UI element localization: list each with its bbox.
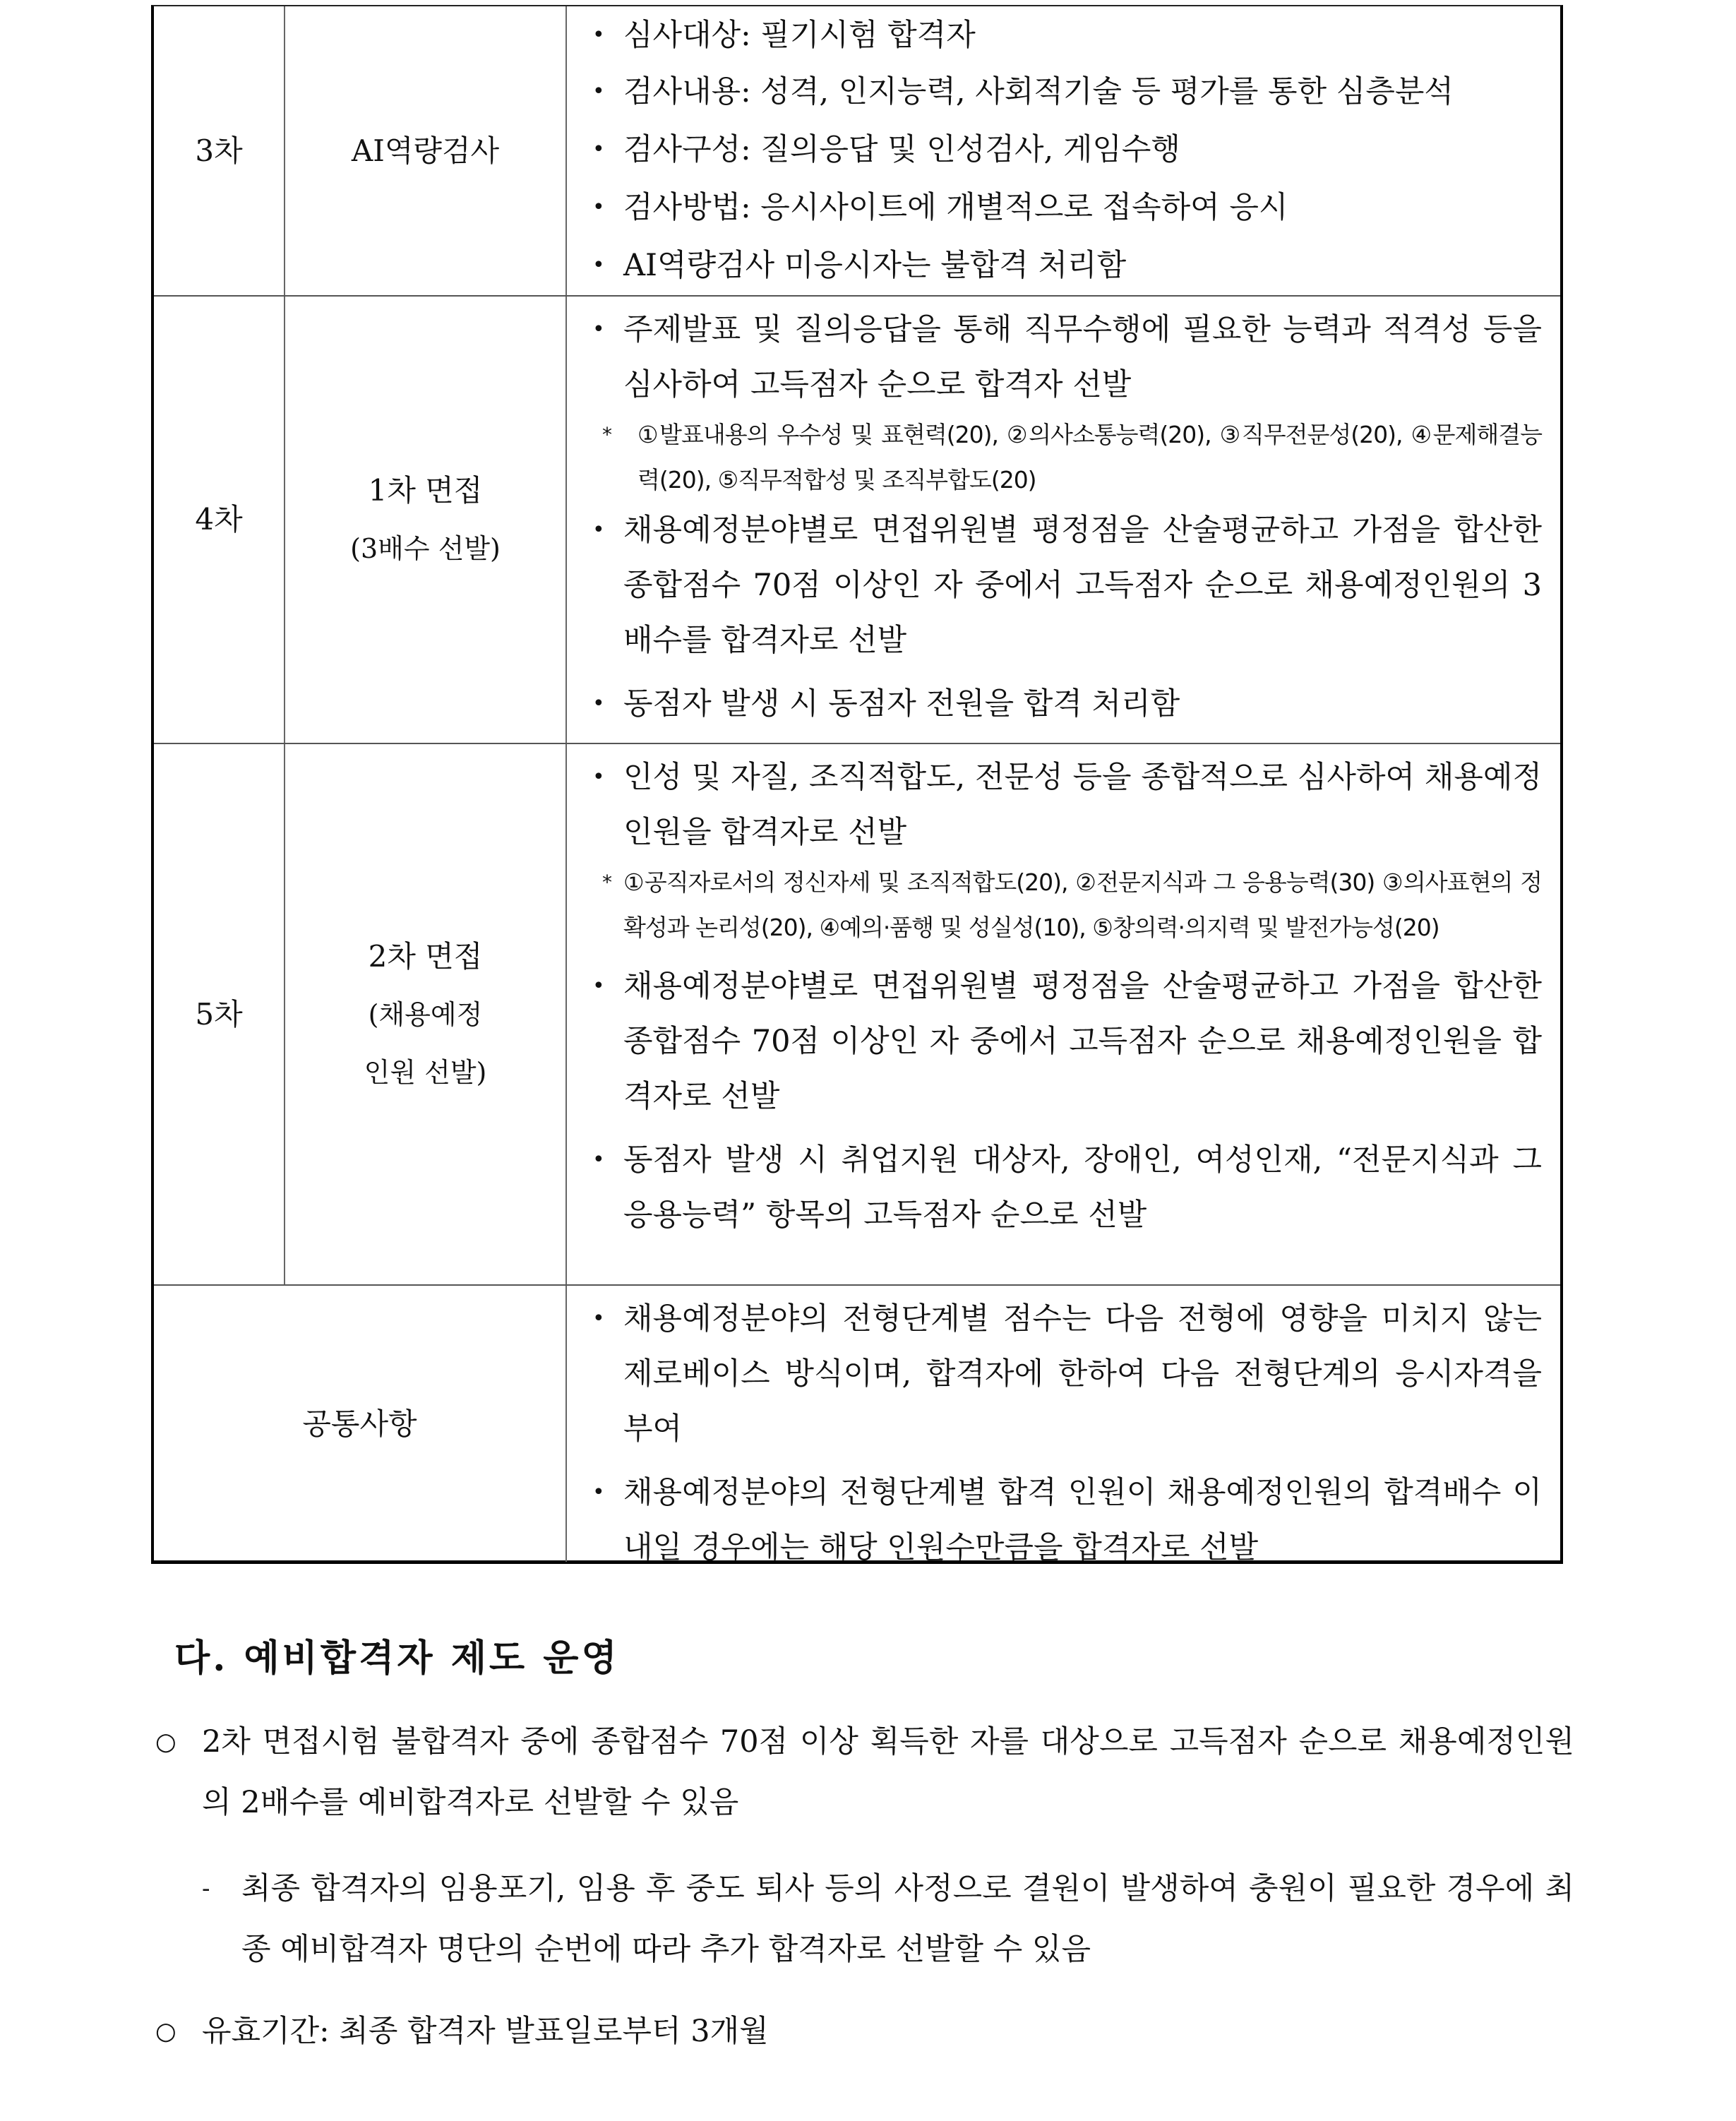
scoring-note: * ①발표내용의 우수성 및 표현력(20), ②의사소통능력(20), ③직무전문성(20), ④문제해결능력(20), ⑤직무적합성 및 조직부합도(20) <box>592 412 1542 503</box>
step-name-cell <box>285 744 567 1284</box>
detail-item: • 동점자 발생 시 동점자 전원을 합격 처리함 <box>592 676 1542 731</box>
bullet-icon: • <box>592 23 605 47</box>
detail-item: • 채용예정분야별로 면접위원별 평정점을 산술평균하고 가점을 합산한 종합점수 70점 이상인 자 중에서 고득점자 순으로 채용예정인원의 3배수를 합격자로 선발 <box>592 503 1542 668</box>
detail-item: • AI역량검사 미응시자는 불합격 처리함 <box>592 237 1542 294</box>
asterisk-icon: * <box>602 423 611 446</box>
bullet-icon: • <box>592 974 605 998</box>
common-label: 공통사항 <box>302 1406 417 1441</box>
bullet-icon: • <box>592 1306 605 1331</box>
detail-item: • 검사내용: 성격, 인지능력, 사회적기술 등 평가를 통한 심층분석 <box>592 63 1542 121</box>
table-row-stage-4 <box>154 297 1560 744</box>
table-row-stage-5 <box>154 744 1560 1286</box>
details-cell <box>567 297 1560 743</box>
bullet-icon: • <box>592 1147 605 1172</box>
circle-bullet-icon: ○ <box>155 2017 176 2045</box>
table-row-stage-3 <box>154 6 1560 297</box>
bullet-icon: • <box>592 79 605 104</box>
paragraph-reserve-selection: ○ 2차 면접시험 불합격자 중에 종합점수 70점 이상 획득한 자를 대상으로 고득점자 순으로 채용예정인원의 2배수를 예비합격자로 선발할 수 있음 <box>155 1711 1574 1833</box>
stage-cell <box>154 744 285 1284</box>
paragraph-additional-selection: - 최종 합격자의 임용포기, 임용 후 중도 퇴사 등의 사정으로 결원이 발생하여 충원이 필요한 경우에 최종 예비합격자 명단의 순번에 따라 추가 합격자로 선발할 수 있음 <box>155 1858 1574 1980</box>
detail-item: • 검사구성: 질의응답 및 인성검사, 게임수행 <box>592 121 1542 179</box>
detail-item: • 검사방법: 응시사이트에 개별적으로 접속하여 응시 <box>592 179 1542 237</box>
stage-label: 4차 <box>195 502 243 537</box>
bullet-icon: • <box>592 137 605 162</box>
detail-item: • 주제발표 및 질의응답을 통해 직무수행에 필요한 능력과 적격성 등을 심사하여 고득점자 순으로 합격자 선발 <box>592 302 1542 412</box>
section-title: 다. 예비합격자 제도 운영 <box>174 1637 620 1680</box>
circle-bullet-icon: ○ <box>155 1728 176 1756</box>
step-name: 1차 면접 <box>368 473 483 508</box>
stage-label: 3차 <box>195 133 243 168</box>
bullet-icon: • <box>592 253 605 277</box>
detail-item: • 동점자 발생 시 취업지원 대상자, 장애인, 여성인재, “전문지식과 그 응용능력” 항목의 고득점자 순으로 선발 <box>592 1133 1542 1243</box>
step-name-sub: (채용예정 <box>368 998 483 1030</box>
details-cell <box>567 744 1560 1284</box>
asterisk-icon: * <box>602 871 611 894</box>
details-cell <box>567 6 1560 295</box>
step-name: 2차 면접 <box>368 938 483 974</box>
detail-item: • 채용예정분야의 전형단계별 점수는 다음 전형에 영향을 미치지 않는 제로베이스 방식이며, 합격자에 한하여 다음 전형단계의 응시자격을 부여 <box>592 1291 1542 1457</box>
step-name-sub: 인원 선발) <box>364 1056 487 1088</box>
step-name-cell <box>285 6 567 295</box>
bullet-icon: • <box>592 1480 605 1505</box>
bullet-icon: • <box>592 195 605 220</box>
detail-item: • 채용예정분야별로 면접위원별 평정점을 산술평균하고 가점을 합산한 종합점수 70점 이상인 자 중에서 고득점자 순으로 채용예정인원을 합격자로 선발 <box>592 959 1542 1124</box>
detail-item: • 심사대상: 필기시험 합격자 <box>592 8 1542 63</box>
scoring-note: * ①공직자로서의 정신자세 및 조직적합도(20), ②전문지식과 그 응용능력(30) ③의사표현의 정확성과 논리성(20), ④예의·품행 및 성실성(10), ⑤창의력·의지력 및 발전가능성(20) <box>592 860 1542 950</box>
dash-bullet-icon: - <box>202 1875 210 1903</box>
detail-item: • 인성 및 자질, 조직적합도, 전문성 등을 종합적으로 심사하여 채용예정인원을 합격자로 선발 <box>592 750 1542 860</box>
common-label-cell <box>154 1286 567 1562</box>
bullet-icon: • <box>592 518 605 542</box>
stage-label: 5차 <box>195 996 243 1032</box>
stage-cell <box>154 297 285 743</box>
stage-cell <box>154 6 285 295</box>
step-name-cell <box>285 297 567 743</box>
selection-process-table <box>151 5 1563 1564</box>
details-cell <box>567 1286 1560 1565</box>
bullet-icon: • <box>592 317 605 342</box>
bullet-icon: • <box>592 765 605 789</box>
step-name-sub: (3배수 선발) <box>350 533 501 564</box>
detail-item: • 채용예정분야의 전형단계별 합격 인원이 채용예정인원의 합격배수 이내일 경우에는 해당 인원수만큼을 합격자로 선발 <box>592 1465 1542 1575</box>
paragraph-validity-period: ○ 유효기간: 최종 합격자 발표일로부터 3개월 <box>155 2001 1574 2062</box>
table-row-common <box>154 1286 1560 1565</box>
step-name: AI역량검사 <box>351 133 500 168</box>
bullet-icon: • <box>592 691 605 716</box>
